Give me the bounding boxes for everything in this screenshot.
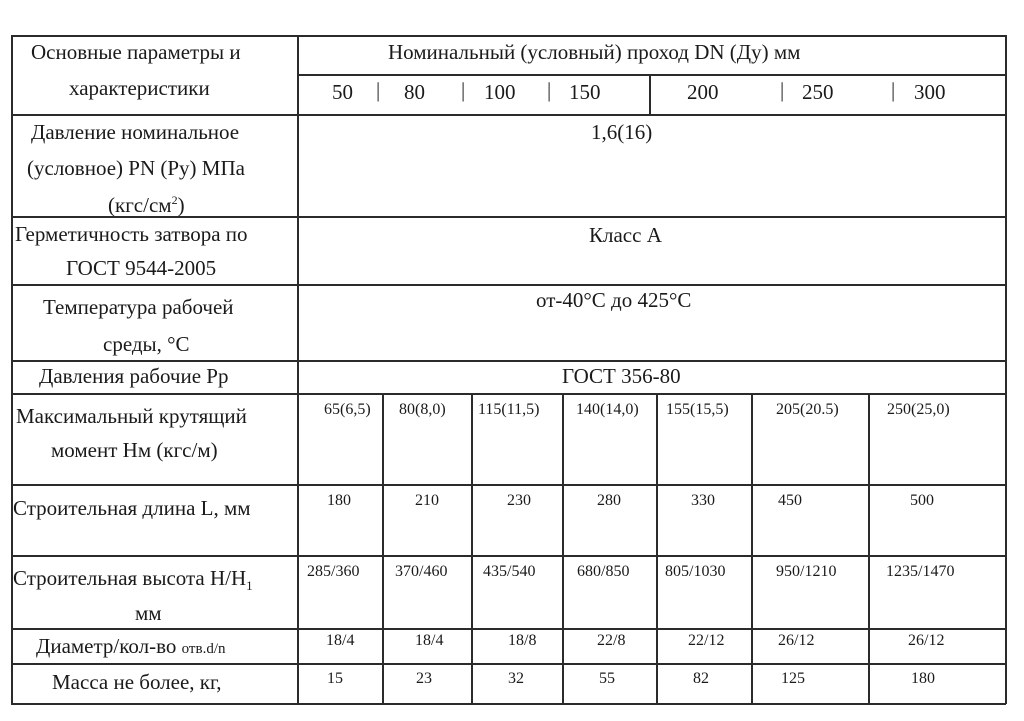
column-divider [751,393,753,704]
height-label-line2: мм [135,601,162,625]
table-border-right [1005,35,1007,704]
table-border-left [11,35,13,704]
table-border-bottom [11,703,1006,705]
column-divider [656,393,658,704]
table-border-top [11,35,1006,37]
param-header-line2: характеристики [69,76,210,100]
row-divider [11,663,1006,665]
dn-value-50: 50 [332,80,353,104]
mass-label: Масса не более, кг, [52,670,222,694]
height-label-line1 [13,568,253,592]
height-value-dn250: 950/1210 [776,563,837,580]
height-value-dn50: 285/360 [307,563,360,580]
row-divider [11,284,1006,286]
pressure-unit-text: (кгс/см [108,193,172,217]
dn-value-250: 250 [802,80,834,104]
dn-value-300: 300 [914,80,946,104]
dn-separator: | [780,78,785,102]
holes-label-small: отв.d/n [181,641,226,657]
dn-separator: | [376,78,381,102]
pressure-label-line3 [108,194,185,216]
temperature-label-line2: среды, °С [103,332,190,356]
length-value-dn50: 180 [327,492,351,509]
torque-value-dn50: 65(6,5) [324,401,371,418]
holes-value-dn150: 22/8 [597,632,626,649]
length-value-dn80: 210 [415,492,439,509]
height-value-dn80: 370/460 [395,563,448,580]
holes-value-dn50: 18/4 [326,632,355,649]
row-divider [11,484,1006,486]
row-divider [11,555,1006,557]
dn-separator: | [547,78,552,102]
holes-value-dn200: 22/12 [688,632,725,649]
pressure-unit-superscript: 2 [171,193,178,207]
length-value-dn100: 230 [507,492,531,509]
holes-value-dn100: 18/8 [508,632,537,649]
length-value-dn300: 500 [910,492,934,509]
column-divider [382,393,384,704]
height-value-dn300: 1235/1470 [886,563,955,580]
dn-header: Номинальный (условный) проход DN (Ду) мм [388,40,801,64]
length-value-dn250: 450 [778,492,802,509]
length-value-dn200: 330 [691,492,715,509]
dn-value-100: 100 [484,80,516,104]
label-column-divider [297,35,299,704]
row-divider [11,393,1006,395]
mass-value-dn200: 82 [693,670,709,687]
torque-value-dn250: 205(20.5) [776,401,839,418]
mass-value-dn80: 23 [416,670,432,687]
dn-value-200: 200 [687,80,719,104]
dn-value-150: 150 [569,80,601,104]
height-label-text: Строительная высота Н/Н [13,566,247,590]
height-label-subscript: 1 [246,578,253,594]
tightness-label-line2: ГОСТ 9544-2005 [66,256,217,280]
holes-value-dn250: 26/12 [778,632,815,649]
pressure-value: 1,6(16) [591,120,653,144]
dn-separator: | [891,78,896,102]
temperature-value: от-40°С до 425°С [536,288,692,312]
work-pressure-value: ГОСТ 356-80 [562,364,681,388]
length-value-dn150: 280 [597,492,621,509]
param-header-line1: Основные параметры и [31,40,241,64]
holes-value-dn80: 18/4 [415,632,444,649]
mass-value-dn50: 15 [327,670,343,687]
torque-label-line1: Максимальный крутящий [16,404,247,428]
row-divider [297,74,1006,76]
column-divider [471,393,473,704]
pressure-label-line1: Давление номинальное [31,120,240,144]
torque-label-line2: момент Нм (кгс/м) [51,438,218,462]
mass-value-dn300: 180 [911,670,935,687]
holes-label [36,636,225,657]
column-divider [562,393,564,704]
height-value-dn150: 680/850 [577,563,630,580]
pressure-unit-close: ) [177,193,185,217]
row-divider [11,628,1006,630]
holes-value-dn300: 26/12 [908,632,945,649]
torque-value-dn200: 155(15,5) [666,401,729,418]
dn-value-80: 80 [404,80,425,104]
tightness-label-line1: Герметичность затвора по [15,222,248,246]
row-divider [11,360,1006,362]
row-divider [11,114,1006,116]
torque-value-dn300: 250(25,0) [887,401,950,418]
height-value-dn200: 805/1030 [665,563,726,580]
mass-value-dn100: 32 [508,670,524,687]
tightness-value: Класс А [589,223,662,247]
dn-separator: | [461,78,466,102]
holes-label-main: Диаметр/кол-во [36,634,182,658]
column-divider [868,393,870,704]
pressure-label-line2: (условное) PN (Py) МПа [27,156,245,180]
height-value-dn100: 435/540 [483,563,536,580]
torque-value-dn80: 80(8,0) [399,401,446,418]
mass-value-dn150: 55 [599,670,615,687]
torque-value-dn150: 140(14,0) [576,401,639,418]
column-divider [649,74,651,114]
temperature-label-line1: Температура рабочей [43,295,234,319]
mass-value-dn250: 125 [781,670,805,687]
length-label: Строительная длина L, мм [13,496,251,520]
torque-value-dn100: 115(11,5) [478,401,540,418]
work-pressure-label: Давления рабочие Рр [39,364,229,388]
